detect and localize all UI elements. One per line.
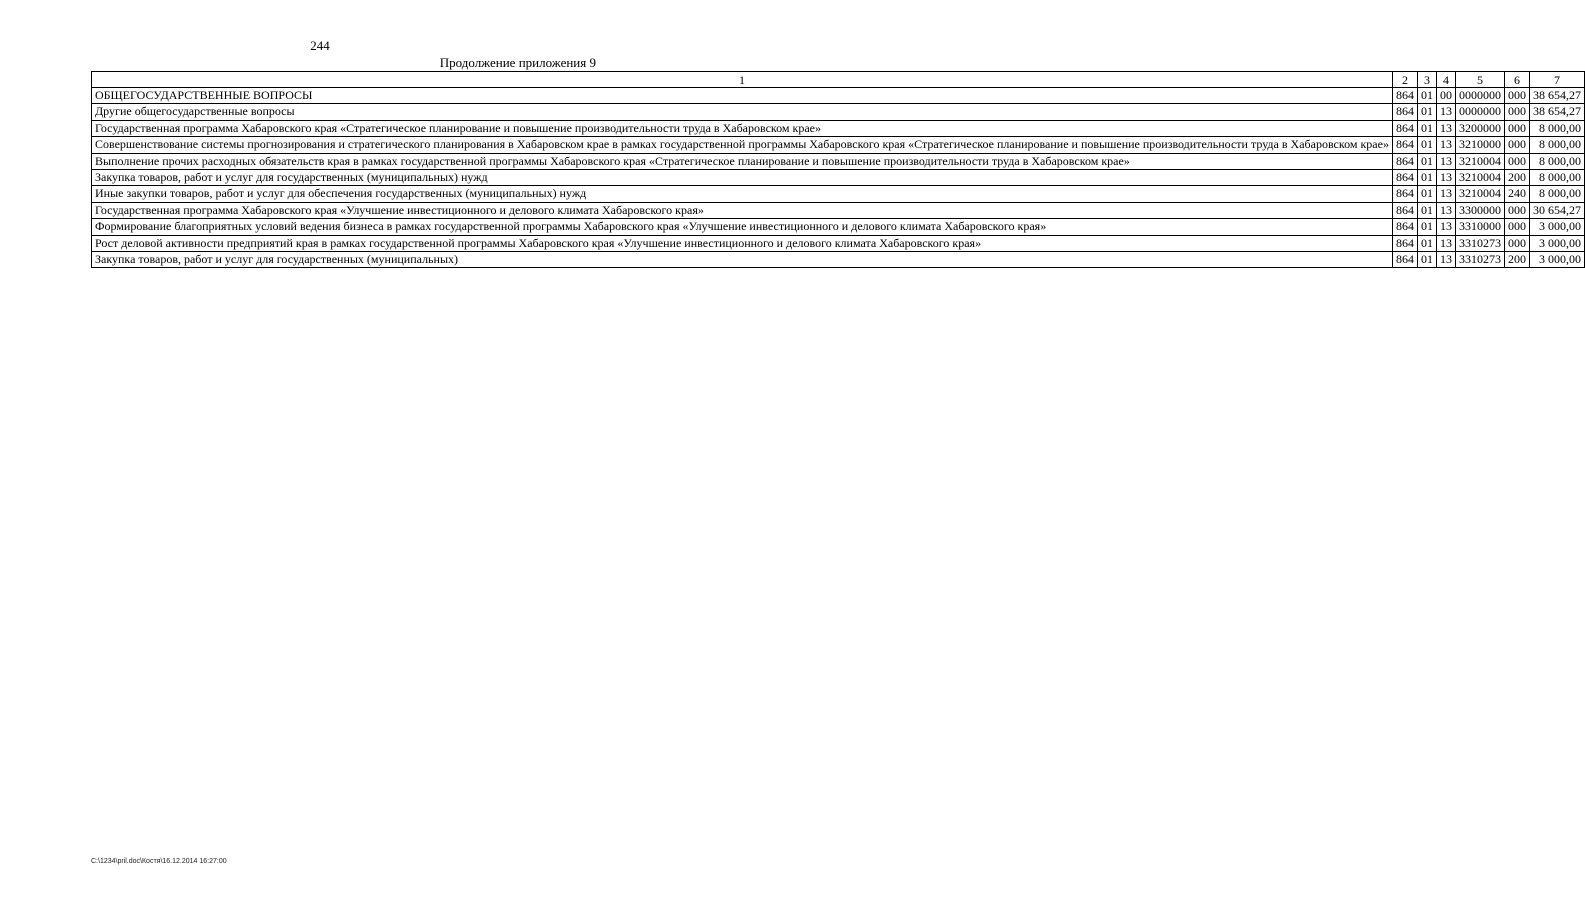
row-subsection: 13 — [1436, 202, 1455, 218]
row-expense-type: 000 — [1504, 219, 1529, 235]
row-amount: 8 000,00 — [1529, 170, 1584, 186]
row-name: Государственная программа Хабаровского края «Улучшение инвестиционного и делового климата Хабаровского края» — [92, 202, 1393, 218]
row-amount: 3 000,00 — [1529, 219, 1584, 235]
row-code: 864 — [1392, 219, 1417, 235]
row-subsection: 13 — [1436, 104, 1455, 120]
row-amount: 38 654,27 — [1529, 104, 1584, 120]
row-code: 864 — [1392, 186, 1417, 202]
row-expense-type: 000 — [1504, 153, 1529, 169]
row-amount: 30 654,27 — [1529, 202, 1584, 218]
row-expense-type: 000 — [1504, 137, 1529, 153]
row-name: ОБЩЕГОСУДАРСТВЕННЫЕ ВОПРОСЫ — [92, 88, 1393, 104]
row-target-article: 0000000 — [1455, 104, 1504, 120]
row-expense-type: 000 — [1504, 120, 1529, 136]
table-row — [92, 186, 1585, 202]
row-name: Формирование благоприятных условий ведения бизнеса в рамках государственной программы Хабаровского края «Улучшение инвестиционного и делового климата Хабаровского края» — [92, 219, 1393, 235]
row-amount: 8 000,00 — [1529, 120, 1584, 136]
row-subsection: 00 — [1436, 88, 1455, 104]
table-row — [92, 219, 1585, 235]
row-target-article: 3300000 — [1455, 202, 1504, 218]
budget-table — [91, 71, 1585, 268]
table-row — [92, 137, 1585, 153]
row-target-article: 3310000 — [1455, 219, 1504, 235]
table-row — [92, 170, 1585, 186]
row-expense-type: 200 — [1504, 252, 1529, 268]
row-subsection: 13 — [1436, 235, 1455, 251]
row-subsection: 13 — [1436, 170, 1455, 186]
row-target-article: 0000000 — [1455, 88, 1504, 104]
row-target-article: 3210000 — [1455, 137, 1504, 153]
row-expense-type: 240 — [1504, 186, 1529, 202]
row-section: 01 — [1417, 202, 1436, 218]
table-row — [92, 88, 1585, 104]
row-subsection: 13 — [1436, 120, 1455, 136]
row-name: Рост деловой активности предприятий края в рамках государственной программы Хабаровского края «Улучшение инвестиционного и делового климата Хабаровского края» — [92, 235, 1393, 251]
column-header: 2 — [1392, 72, 1417, 88]
row-section: 01 — [1417, 170, 1436, 186]
row-name: Закупка товаров, работ и услуг для государственных (муниципальных) нужд — [92, 170, 1393, 186]
continuation-label: Продолжение приложения 9 — [439, 55, 596, 70]
row-code: 864 — [1392, 88, 1417, 104]
table-row — [92, 120, 1585, 136]
row-code: 864 — [1392, 235, 1417, 251]
column-header: 5 — [1455, 72, 1504, 88]
row-section: 01 — [1417, 104, 1436, 120]
row-target-article: 3210004 — [1455, 186, 1504, 202]
column-header: 7 — [1529, 72, 1584, 88]
row-section: 01 — [1417, 137, 1436, 153]
row-subsection: 13 — [1436, 219, 1455, 235]
row-target-article: 3210004 — [1455, 153, 1504, 169]
row-target-article: 3210004 — [1455, 170, 1504, 186]
row-expense-type: 000 — [1504, 202, 1529, 218]
row-name: Выполнение прочих расходных обязательств края в рамках государственной программы Хабаровского края «Стратегическое планирование и повышение производительности труда в Хабаровском крае» — [92, 153, 1393, 169]
row-section: 01 — [1417, 186, 1436, 202]
row-target-article: 3200000 — [1455, 120, 1504, 136]
row-subsection: 13 — [1436, 153, 1455, 169]
row-name: Иные закупки товаров, работ и услуг для обеспечения государственных (муниципальных) нужд — [92, 186, 1393, 202]
row-target-article: 3310273 — [1455, 235, 1504, 251]
row-subsection: 13 — [1436, 252, 1455, 268]
table-row — [92, 153, 1585, 169]
row-section: 01 — [1417, 219, 1436, 235]
row-section: 01 — [1417, 120, 1436, 136]
row-name: Совершенствование системы прогнозирования и стратегического планирования в Хабаровском крае в рамках государственной программы Хабаровского края «Стратегическое планирование и повышение производительности труда в Хабаровском крае» — [92, 137, 1393, 153]
row-expense-type: 000 — [1504, 104, 1529, 120]
row-section: 01 — [1417, 252, 1436, 268]
row-name: Закупка товаров, работ и услуг для государственных (муниципальных) — [92, 252, 1393, 268]
table-row — [92, 235, 1585, 251]
row-code: 864 — [1392, 153, 1417, 169]
row-expense-type: 000 — [1504, 235, 1529, 251]
table-row — [92, 202, 1585, 218]
row-section: 01 — [1417, 88, 1436, 104]
row-subsection: 13 — [1436, 186, 1455, 202]
row-code: 864 — [1392, 252, 1417, 268]
row-section: 01 — [1417, 235, 1436, 251]
column-header: 1 — [92, 72, 1393, 88]
row-code: 864 — [1392, 137, 1417, 153]
column-header: 6 — [1504, 72, 1529, 88]
row-amount: 38 654,27 — [1529, 88, 1584, 104]
row-name: Другие общегосударственные вопросы — [92, 104, 1393, 120]
table-row — [92, 104, 1585, 120]
page-number: 244 — [310, 38, 330, 53]
file-path-footer: C:\1234\pril.doc\Костя\16.12.2014 16:27:00 — [91, 858, 227, 865]
column-header-row — [92, 72, 1585, 88]
row-amount: 8 000,00 — [1529, 153, 1584, 169]
row-code: 864 — [1392, 202, 1417, 218]
row-code: 864 — [1392, 120, 1417, 136]
row-target-article: 3310273 — [1455, 252, 1504, 268]
row-amount: 3 000,00 — [1529, 252, 1584, 268]
row-section: 01 — [1417, 153, 1436, 169]
row-code: 864 — [1392, 170, 1417, 186]
row-expense-type: 200 — [1504, 170, 1529, 186]
row-code: 864 — [1392, 104, 1417, 120]
row-amount: 8 000,00 — [1529, 186, 1584, 202]
row-subsection: 13 — [1436, 137, 1455, 153]
table-row — [92, 252, 1585, 268]
row-amount: 8 000,00 — [1529, 137, 1584, 153]
column-header: 4 — [1436, 72, 1455, 88]
column-header: 3 — [1417, 72, 1436, 88]
row-expense-type: 000 — [1504, 88, 1529, 104]
row-name: Государственная программа Хабаровского края «Стратегическое планирование и повышение производительности труда в Хабаровском крае» — [92, 120, 1393, 136]
row-amount: 3 000,00 — [1529, 235, 1584, 251]
